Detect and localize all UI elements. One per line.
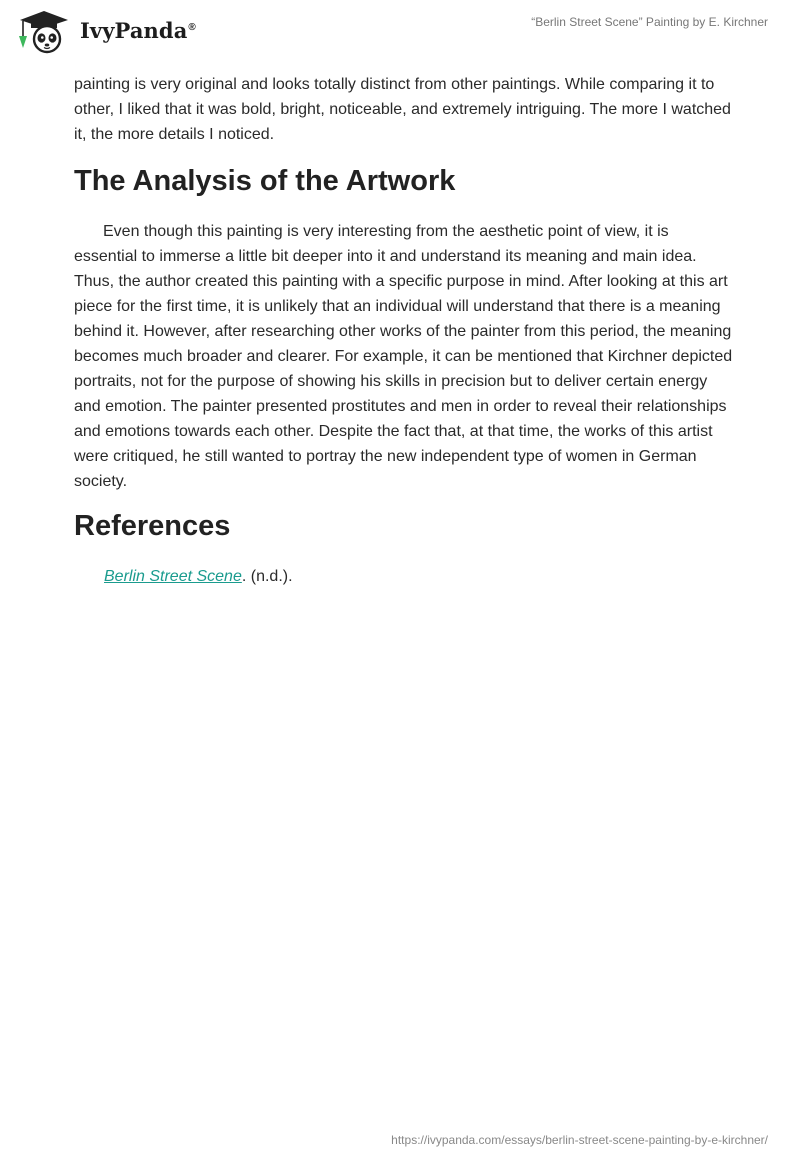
analysis-heading: The Analysis of the Artwork [74,165,456,197]
document-title: “Berlin Street Scene” Painting by E. Kirchner [531,15,768,29]
essay-content [74,72,734,589]
analysis-paragraph: Even though this painting is very interesting from the aesthetic point of view, it is essential to immerse a little bit deeper into it and understand its meaning and main idea. Thus, the author created this painting with a specific purpose in mind. After looking at this art piece for the first time, it is unlikely that an individual will understand that there is a meaning behind it. However, after researching other works of the painter from this period, the meaning becomes much broader and clearer. For example, it can be mentioned that Kirchner depicted portraits, not for the purpose of showing his skills in precision but to deliver certain energy and emotion. The painter presented prostitutes and men in order to reveal their relationships and emotions towards each other. Despite the fact that, at that time, the works of this artist were critiqued, he still wanted to portray the new independent type of women in German society. [74,223,733,490]
ivypanda-logo[interactable] [16,8,196,54]
reference-entry [74,564,734,589]
page-header [0,0,800,64]
reference-details: . (n.d.). [241,568,293,585]
references-heading: References [74,510,231,542]
panda-graduation-cap-icon [16,8,74,54]
footer-url[interactable]: https://ivypanda.com/essays/berlin-street-scene-painting-by-e-kirchner/ [391,1133,768,1147]
reference-link[interactable]: Berlin Street Scene [104,568,242,585]
logo-wordmark: IvyPanda® [80,17,196,43]
intro-paragraph: painting is very original and looks totally distinct from other paintings. While comparing it to other, I liked that it was bold, bright, noticeable, and extremely intriguing. The more I watched it, the more details I noticed. [74,76,731,143]
